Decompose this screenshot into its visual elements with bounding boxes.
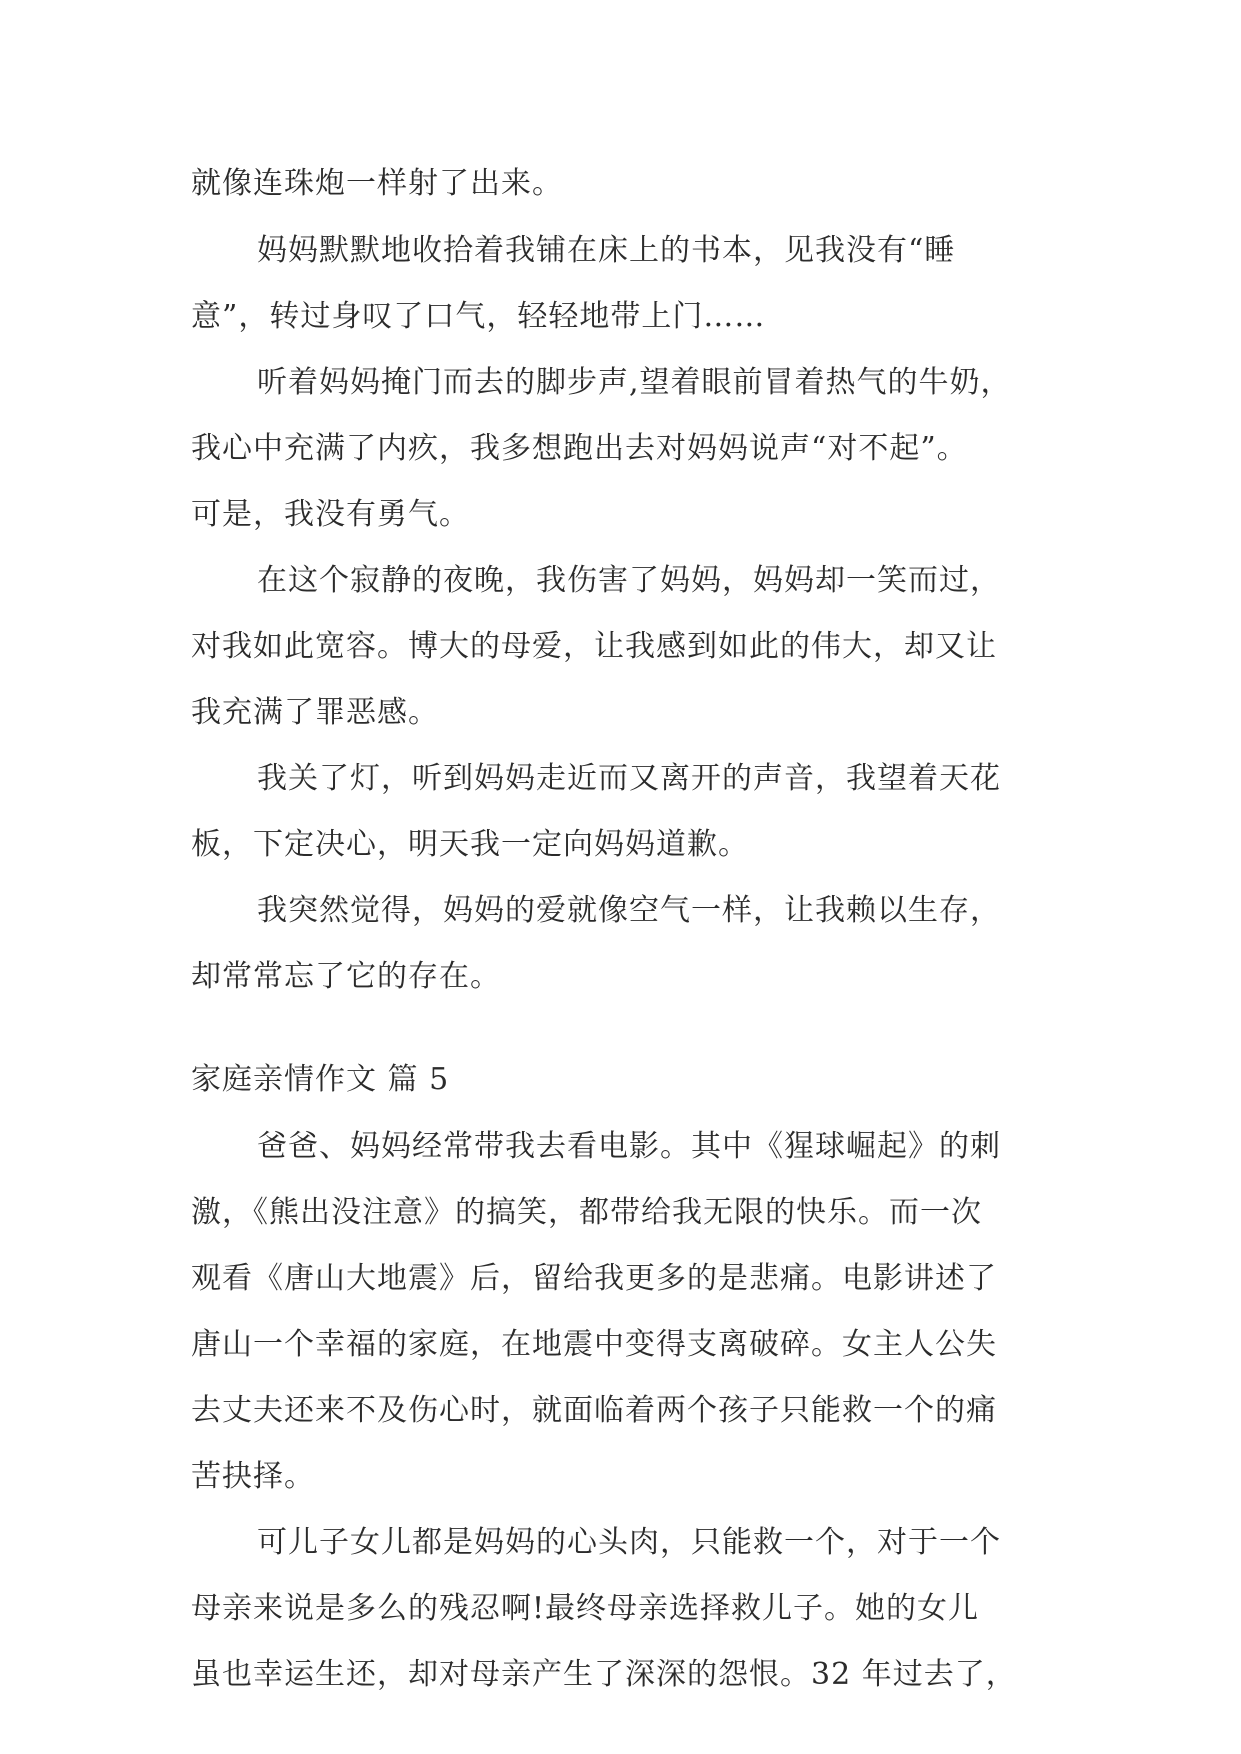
paragraph-start-line: 可儿子女儿都是妈妈的心头肉，只能救一个，对于一个 xyxy=(257,1525,1001,1560)
body-text-line: 母亲来说是多么的残忍啊!最终母亲选择救儿子。她的女儿 xyxy=(191,1591,980,1626)
body-text-line: 虽也幸运生还，却对母亲产生了深深的怨恨。32 年过去了， xyxy=(191,1657,1017,1692)
body-text-line: 我充满了罪恶感。 xyxy=(191,695,439,730)
paragraph-start-line: 在这个寂静的夜晚，我伤害了妈妈，妈妈却一笑而过， xyxy=(257,563,1001,598)
paragraph-start-line: 爸爸、妈妈经常带我去看电影。其中《猩球崛起》的刺 xyxy=(257,1129,1001,1164)
paragraph-start-line: 我关了灯，听到妈妈走近而又离开的声音，我望着天花 xyxy=(257,761,1001,796)
body-text-line: 却常常忘了它的存在。 xyxy=(191,959,501,994)
body-text-line: 去丈夫还来不及伤心时，就面临着两个孩子只能救一个的痛 xyxy=(191,1393,997,1428)
body-text-line: 我心中充满了内疚，我多想跑出去对妈妈说声“对不起”。 xyxy=(191,431,968,466)
section-heading: 家庭亲情作文 篇 5 xyxy=(191,1062,450,1097)
paragraph-start-line: 听着妈妈掩门而去的脚步声,望着眼前冒着热气的牛奶， xyxy=(257,365,1012,400)
body-text-line: 对我如此宽容。博大的母爱，让我感到如此的伟大，却又让 xyxy=(191,629,997,664)
body-text-line: 激，《熊出没注意》的搞笑，都带给我无限的快乐。而一次 xyxy=(191,1195,982,1230)
body-text-line: 可是，我没有勇气。 xyxy=(191,497,470,532)
body-text-line: 唐山一个幸福的家庭，在地震中变得支离破碎。女主人公失 xyxy=(191,1327,997,1362)
body-text-line: 就像连珠炮一样射了出来。 xyxy=(191,166,563,201)
body-text-line: 意”，转过身叹了口气，轻轻地带上门…… xyxy=(191,299,766,334)
paragraph-start-line: 妈妈默默地收拾着我铺在床上的书本，见我没有“睡 xyxy=(257,233,956,268)
body-text-line: 观看《唐山大地震》后，留给我更多的是悲痛。电影讲述了 xyxy=(191,1261,997,1296)
body-text-line: 苦抉择。 xyxy=(191,1459,315,1494)
paragraph-start-line: 我突然觉得，妈妈的爱就像空气一样，让我赖以生存， xyxy=(257,893,1001,928)
body-text-line: 板，下定决心，明天我一定向妈妈道歉。 xyxy=(191,827,749,862)
